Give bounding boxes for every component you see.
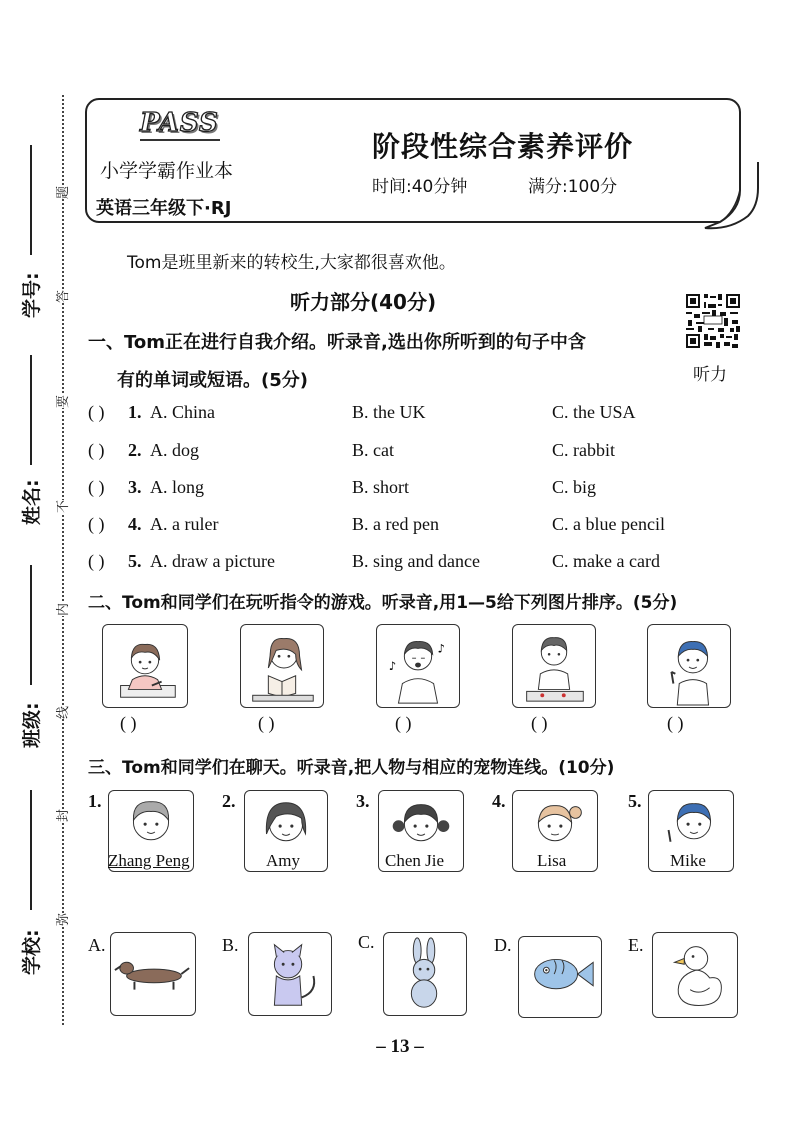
binding-dotted-line [62, 95, 64, 1025]
class-label: 班级: [21, 702, 43, 748]
option-a[interactable]: A. long [150, 477, 204, 497]
answer-paren[interactable]: ( ) [258, 713, 275, 733]
name-rule [30, 355, 32, 465]
person-number: 5. [628, 791, 642, 811]
section2-instruction: 二、Tom和同学们在玩听指令的游戏。听录音,用1—5给下列图片排序。(5分) [88, 593, 678, 613]
person-number: 2. [222, 791, 236, 811]
option-a[interactable]: A. a ruler [150, 514, 219, 534]
section1-instruction: 一、Tom正在进行自我介绍。听录音,选出你所听到的句子中含 [88, 332, 586, 353]
person-name: Lisa [537, 851, 567, 870]
seal-char: 题 [52, 186, 71, 199]
duck-picture [652, 932, 738, 1018]
pet-letter: A. [88, 935, 106, 955]
page-fold-corner [700, 160, 760, 230]
person-name: Zhang Peng [108, 851, 190, 870]
answer-paren[interactable]: ( ) [120, 713, 137, 733]
option-b[interactable]: B. a red pen [352, 514, 439, 534]
qr-label: 听力 [693, 365, 727, 385]
intro-text: Tom是班里新来的转校生,大家都很喜欢他。 [127, 253, 456, 273]
person-number: 1. [88, 791, 102, 811]
person-name: Amy [266, 851, 300, 870]
option-a[interactable]: A. dog [150, 440, 199, 460]
option-c[interactable]: C. big [552, 477, 597, 497]
section3-instruction: 三、Tom和同学们在聊天。听录音,把人物与相应的宠物连线。(10分) [88, 758, 615, 778]
option-b[interactable]: B. cat [352, 440, 394, 460]
school-label: 学校: [21, 929, 43, 975]
answer-paren[interactable]: ( ) [88, 551, 105, 571]
option-a[interactable]: A. draw a picture [150, 551, 275, 571]
question-number: 2. [128, 440, 142, 460]
logo-underline [140, 139, 220, 141]
question-number: 5. [128, 551, 142, 571]
school-rule [30, 790, 32, 910]
girl-reading-picture [240, 624, 324, 708]
cat-picture [248, 932, 332, 1016]
answer-paren[interactable]: ( ) [88, 477, 105, 497]
girl-drawing-picture [102, 624, 188, 708]
option-a[interactable]: A. China [150, 402, 215, 422]
rabbit-picture [383, 932, 467, 1016]
pet-letter: C. [358, 932, 375, 952]
section1-instruction-cont: 有的单词或短语。(5分) [117, 370, 308, 391]
pet-letter: D. [494, 935, 512, 955]
name-label: 姓名: [21, 479, 43, 525]
seal-char: 线 [52, 706, 71, 719]
seal-char: 弥 [52, 913, 71, 926]
answer-paren[interactable]: ( ) [88, 514, 105, 534]
option-b[interactable]: B. the UK [352, 402, 426, 422]
question-number: 1. [128, 402, 142, 422]
answer-paren[interactable]: ( ) [667, 713, 684, 733]
seal-char: 答 [52, 290, 71, 303]
class-rule [30, 565, 32, 685]
option-b[interactable]: B. short [352, 477, 410, 497]
option-c[interactable]: C. rabbit [552, 440, 615, 460]
person-number: 3. [356, 791, 370, 811]
page-number: – 13 – [376, 1036, 424, 1057]
answer-paren[interactable]: ( ) [88, 402, 105, 422]
answer-paren[interactable]: ( ) [88, 440, 105, 460]
seal-char: 内 [52, 603, 71, 616]
pass-logo: PASS [140, 108, 219, 138]
option-b[interactable]: B. sing and dance [352, 551, 480, 571]
boy-talking-picture [647, 624, 731, 708]
seal-char: 不 [52, 500, 71, 513]
pet-letter: B. [222, 935, 239, 955]
svg-text:♪: ♪ [437, 641, 445, 656]
person-name: Chen Jie [385, 851, 445, 870]
seal-char: 封 [52, 809, 71, 822]
question-number: 3. [128, 477, 142, 497]
question-number: 4. [128, 514, 142, 534]
person-number: 4. [492, 791, 506, 811]
boy-cutting-picture [512, 624, 596, 708]
fish-picture [518, 936, 602, 1018]
subject-label: 英语三年级下·RJ [96, 198, 232, 219]
pet-letter: E. [628, 935, 644, 955]
option-c[interactable]: C. a blue pencil [552, 514, 665, 534]
qr-code-icon[interactable] [684, 292, 742, 350]
listening-heading: 听力部分(40分) [290, 290, 437, 314]
dog-picture [110, 932, 196, 1016]
full-score: 满分:100分 [528, 177, 618, 197]
brand-name: 小学学霸作业本 [100, 160, 234, 182]
student-id-label: 学号: [21, 272, 43, 318]
svg-text:♪: ♪ [388, 658, 397, 673]
boy-singing-picture [376, 624, 460, 708]
answer-paren[interactable]: ( ) [395, 713, 412, 733]
student-id-rule [30, 145, 32, 255]
time-limit: 时间:40分钟 [372, 177, 468, 197]
seal-char: 要 [52, 395, 71, 408]
person-name: Mike [670, 851, 706, 870]
option-c[interactable]: C. make a card [552, 551, 660, 571]
page-title: 阶段性综合素养评价 [372, 130, 634, 163]
option-c[interactable]: C. the USA [552, 402, 636, 422]
answer-paren[interactable]: ( ) [531, 713, 548, 733]
